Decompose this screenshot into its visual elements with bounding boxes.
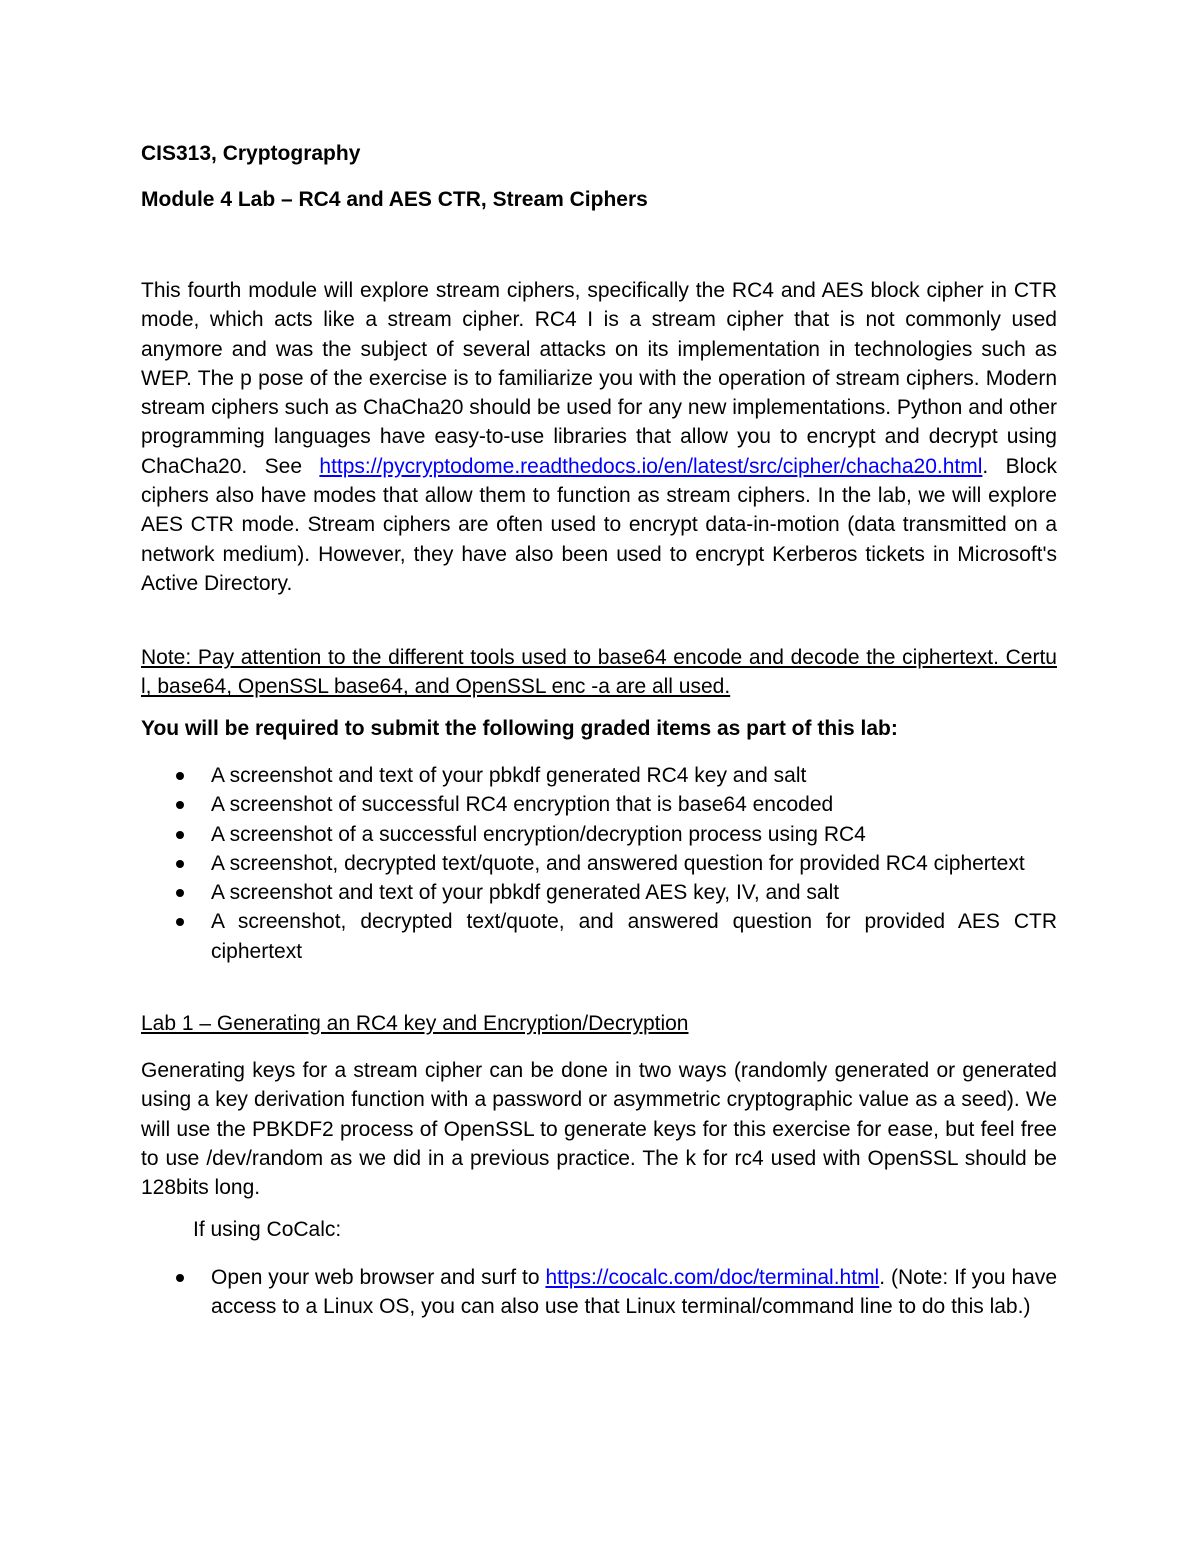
bullet-icon <box>176 860 184 868</box>
intro-text: This fourth module will explore stream ciphers, specifically the RC4 and AES block cipher in CTR mode, which acts like a stream cipher. RC4 I is a stream cipher that is not commonly used anymore and was the subject of several attacks on its implementation in technologies such as WEP. The p pose of the exercise is to familiarize you with the operation of stream ciphers. Modern stream ciphers such as ChaCha20 should be used for any new implementations. Python and other programming languages have easy-to-use libraries that allow you to encrypt and decrypt using ChaCha20. See <box>141 279 1057 478</box>
intro-paragraph <box>141 276 1057 598</box>
module-title: Module 4 Lab – RC4 and AES CTR, Stream Ciphers <box>141 188 648 211</box>
lab1-paragraph: Generating keys for a stream cipher can be done in two ways (randomly generated or generated using a key derivation function with a password or asymmetric cryptographic value as a seed). We will use the PBKDF2 process of OpenSSL to generate keys for this exercise for ease, but feel free to use /dev/random as we did in a previous practice. The k for rc4 used with OpenSSL should be 128bits long. <box>141 1059 1057 1200</box>
bullet-icon <box>176 918 184 926</box>
bullet-icon <box>176 1274 184 1282</box>
list-item: A screenshot of successful RC4 encryption that is base64 encoded <box>141 790 1057 819</box>
intro-text-continued: . Block ciphers also have modes that allow them to function as stream ciphers. In the lab, we will explore AES CTR mode. Stream ciphers are often used to encrypt data-in-motion (data transmitted on a network medium). However, they have also been used to encrypt Kerberos tickets in Microsoft's Active Directory. <box>141 454 1057 595</box>
lab1-heading: Lab 1 – Generating an RC4 key and Encryption/Decryption <box>141 1012 689 1035</box>
bullet-icon <box>176 831 184 839</box>
list-item: A screenshot, decrypted text/quote, and answered question for provided RC4 ciphertext <box>141 849 1057 878</box>
list-item: Open your web browser and surf to https://cocalc.com/doc/terminal.html. (Note: If you have access to a Linux OS, you can also use that Linux terminal/command line to do this lab.) <box>141 1263 1057 1322</box>
list-item: A screenshot of a successful encryption/decryption process using RC4 <box>141 820 1057 849</box>
cocalc-label: If using CoCalc: <box>193 1218 342 1241</box>
list-item: A screenshot, decrypted text/quote, and answered question for provided AES CTR ciphertext <box>141 907 1057 966</box>
graded-items-list <box>141 761 1057 966</box>
cocalc-steps-list <box>141 1263 1057 1322</box>
cocalc-terminal-link[interactable]: https://cocalc.com/doc/terminal.html <box>545 1266 880 1289</box>
graded-items-heading: You will be required to submit the following graded items as part of this lab: <box>141 717 898 740</box>
list-item: A screenshot and text of your pbkdf generated AES key, IV, and salt <box>141 878 1057 907</box>
bullet-icon <box>176 772 184 780</box>
course-title: CIS313, Cryptography <box>141 142 361 165</box>
bullet-icon <box>176 801 184 809</box>
bullet-icon <box>176 889 184 897</box>
list-item: A screenshot and text of your pbkdf generated RC4 key and salt <box>141 761 1057 790</box>
pycryptodome-chacha20-link[interactable]: https://pycryptodome.readthedocs.io/en/latest/src/cipher/chacha20.html <box>319 454 983 478</box>
base64-note: Note: Pay attention to the different tools used to base64 encode and decode the ciphertext. Certu l, base64, OpenSSL base64, and OpenSSL enc -a are all used. <box>141 646 1057 699</box>
